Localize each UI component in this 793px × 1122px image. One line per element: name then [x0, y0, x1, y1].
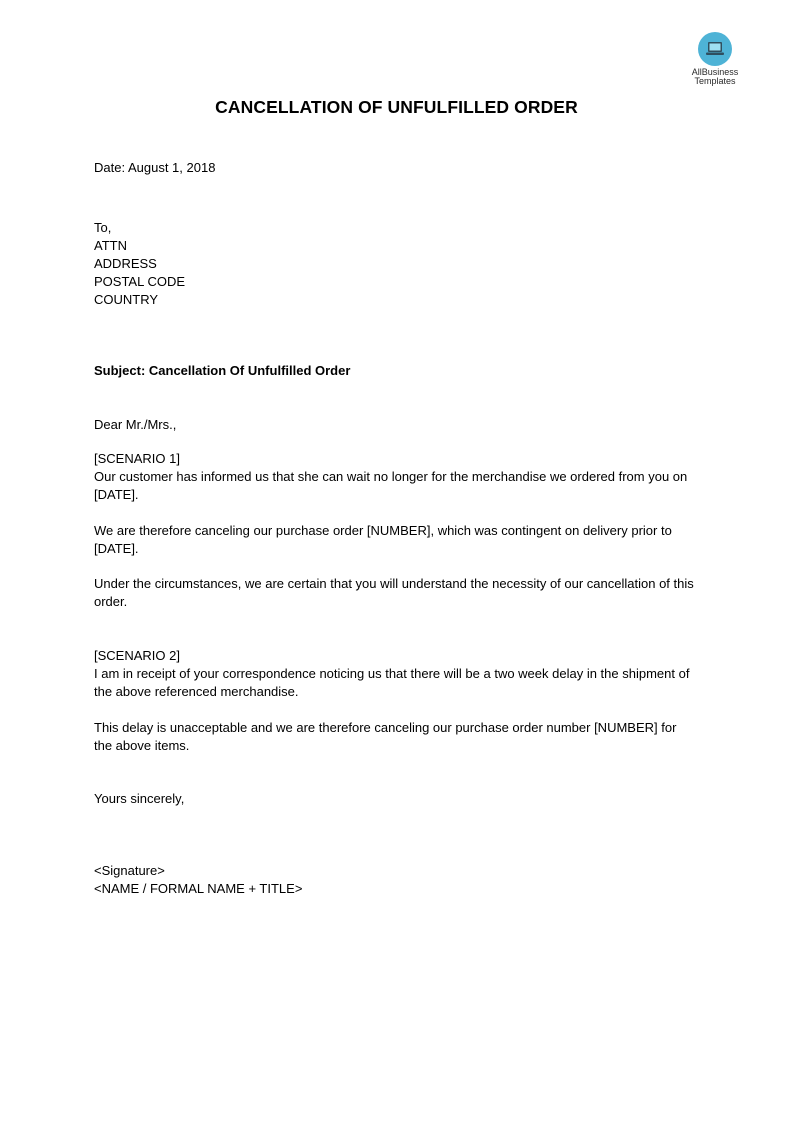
recipient-country: COUNTRY: [94, 292, 159, 307]
signature-placeholder: <Signature>: [94, 863, 165, 878]
scenario-1-paragraph-1: Our customer has informed us that she can wait no longer for the merchandise we ordered from you on [DATE].: [94, 469, 688, 502]
scenario-2-heading: [SCENARIO 2]: [94, 648, 180, 663]
subject-line: Subject: Cancellation Of Unfulfilled Order: [94, 363, 351, 378]
scenario-2-paragraph-1: I am in receipt of your correspondence noticing us that there will be a two week delay in the shipment of the above referenced merchandise.: [94, 666, 690, 699]
recipient-to: To,: [94, 220, 112, 235]
recipient-address: ADDRESS: [94, 256, 157, 271]
recipient-postal-code: POSTAL CODE: [94, 274, 186, 289]
scenario-2-paragraph-2: This delay is unacceptable and we are therefore canceling our purchase order number [NUMBER] for the above items.: [94, 720, 677, 753]
laptop-icon: [698, 32, 732, 66]
closing: Yours sincerely,: [94, 791, 185, 806]
scenario-1-heading: [SCENARIO 1]: [94, 451, 180, 466]
name-title-placeholder: <NAME / FORMAL NAME + TITLE>: [94, 881, 303, 896]
date-line: Date: August 1, 2018: [94, 160, 216, 175]
salutation: Dear Mr./Mrs.,: [94, 417, 177, 432]
recipient-attn: ATTN: [94, 238, 127, 253]
document-title: CANCELLATION OF UNFULFILLED ORDER: [215, 97, 578, 117]
scenario-1-paragraph-3: Under the circumstances, we are certain that you will understand the necessity of our cancellation of this order.: [94, 576, 694, 609]
scenario-1-paragraph-2: We are therefore canceling our purchase order [NUMBER], which was contingent on delivery prior to [DATE].: [94, 523, 672, 556]
logo-text: AllBusiness Templates: [691, 67, 739, 86]
brand-logo: [686, 32, 744, 86]
